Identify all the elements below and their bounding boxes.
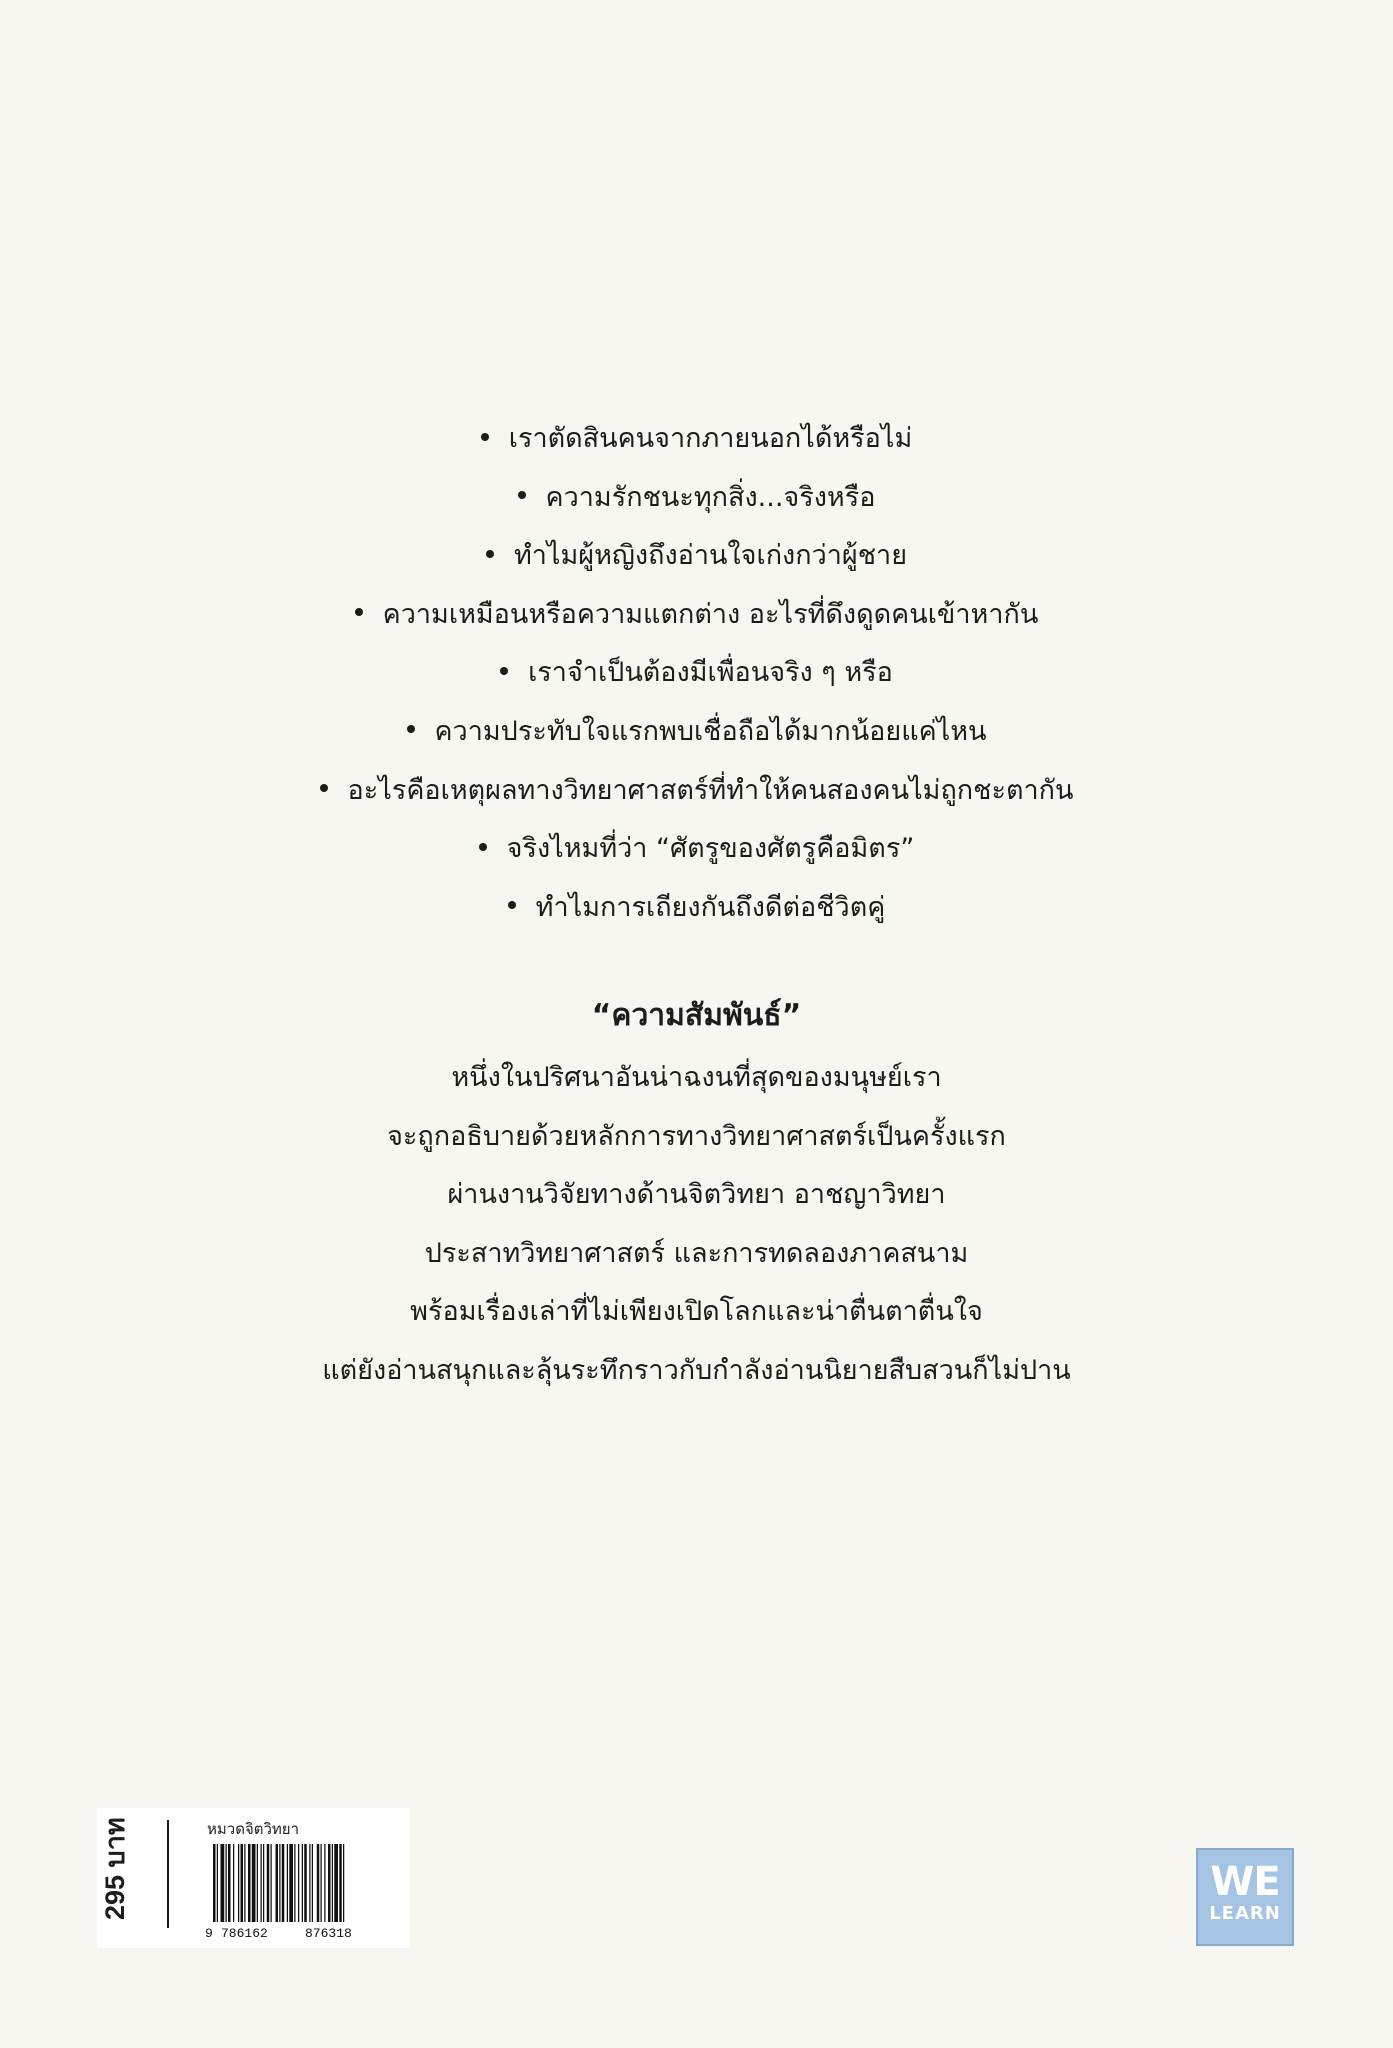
bullet-text: เราตัดสินคนจากภายนอกได้หรือไม่: [508, 423, 913, 454]
paragraph-line: หนึ่งในปริศนาอันน่าฉงนที่สุดของมนุษย์เรา: [451, 1062, 942, 1093]
bullet-dot-icon: [320, 784, 328, 792]
bullet-text: ทำไมผู้หญิงถึงอ่านใจเก่งกว่าผู้ชาย: [513, 540, 908, 572]
barcode-bar: [271, 1844, 272, 1922]
isbn-left-group: 786162: [221, 1926, 268, 1940]
barcode-bar: [217, 1844, 218, 1922]
description-paragraph: [0, 1049, 1393, 1401]
barcode-bar: [221, 1844, 225, 1922]
price-label: 295 บาท: [100, 1817, 130, 1920]
logo-line-2: LEARN: [1209, 1903, 1281, 1924]
logo-line-1: WE: [1210, 1859, 1280, 1905]
barcode-bar: [298, 1844, 299, 1922]
barcode-bar: [248, 1844, 251, 1922]
barcode-bar: [328, 1844, 331, 1922]
paragraph-line: แต่ยังอ่านสนุกและลุ้นระทึกราวกับกำลังอ่านนิยายสืบสวนก็ไม่ปาน: [322, 1354, 1071, 1386]
category-label: หมวดจิตวิทยา: [207, 1820, 299, 1838]
bullet-text: จริงไหมที่ว่า “ศัตรูของศัตรูคือมิตร”: [506, 833, 915, 865]
bullet-item: [0, 762, 1393, 821]
barcode-bar: [309, 1844, 310, 1922]
barcode-bar: [252, 1844, 256, 1922]
bullet-item: [0, 644, 1393, 703]
paragraph-line: จะถูกอธิบายด้วยหลักการทางวิทยาศาสตร์เป็นครั้งแรก: [387, 1120, 1006, 1152]
barcode-bar: [238, 1844, 239, 1922]
barcode-bar: [241, 1844, 244, 1922]
barcode-bar: [279, 1844, 280, 1922]
bullet-dot-icon: [500, 667, 508, 675]
isbn-right-group: 876318: [305, 1926, 352, 1940]
section-heading: “ความสัมพันธ์”: [591, 998, 802, 1033]
bullet-text: ทำไมการเถียงกันถึงดีต่อชีวิตคู่: [535, 891, 886, 923]
bullet-item: [0, 410, 1393, 469]
bullet-item: [0, 527, 1393, 586]
we-learn-logo: [1196, 1848, 1294, 1946]
bullet-text: ความเหมือนหรือความแตกต่าง อะไรที่ดึงดูดคนเข้าหากัน: [382, 598, 1039, 630]
divider: [167, 1820, 169, 1928]
price-barcode-box: [97, 1808, 410, 1948]
bullet-list: [0, 410, 1393, 937]
paragraph-line: ผ่านงานวิจัยทางด้านจิตวิทยา อาชญาวิทยา: [447, 1179, 946, 1211]
bullet-item: [0, 879, 1393, 938]
barcode-bar: [282, 1844, 285, 1922]
barcode-icon: [205, 1844, 395, 1940]
barcode-bar: [213, 1844, 216, 1922]
barcode-bar: [312, 1844, 313, 1922]
barcode-bar: [321, 1844, 322, 1922]
barcode-bar: [257, 1844, 258, 1922]
barcode-bar: [324, 1844, 325, 1922]
bullet-dot-icon: [481, 433, 489, 441]
bullet-item: [0, 703, 1393, 762]
paragraph-line: พร้อมเรื่องเล่าที่ไม่เพียงเปิดโลกและน่าตื่นตาตื่นใจ: [410, 1296, 983, 1328]
barcode-bar: [261, 1844, 262, 1922]
bullet-dot-icon: [355, 608, 363, 616]
bullet-dot-icon: [479, 843, 487, 851]
paragraph-line: ประสาทวิทยาศาสตร์ และการทดลองภาคสนาม: [424, 1237, 969, 1269]
bullet-dot-icon: [508, 901, 516, 909]
barcode-bar: [226, 1844, 227, 1922]
bullet-text: ความประทับใจแรกพบเชื่อถือได้มากน้อยแค่ไหน: [434, 715, 987, 747]
bullet-item: [0, 586, 1393, 645]
barcode-bar: [228, 1844, 231, 1922]
bullet-item: [0, 820, 1393, 879]
barcode-bar: [267, 1844, 270, 1922]
barcode-bar: [334, 1844, 338, 1922]
barcode-bar: [294, 1844, 295, 1922]
barcode-bar: [343, 1844, 344, 1922]
barcode-bar: [263, 1844, 264, 1922]
bullet-dot-icon: [518, 491, 526, 499]
barcode-bar: [304, 1844, 307, 1922]
barcode-bar: [302, 1844, 303, 1922]
bullet-item: [0, 469, 1393, 528]
barcode-bar: [339, 1844, 342, 1922]
bullet-dot-icon: [486, 550, 494, 558]
barcode-bar: [289, 1844, 293, 1922]
bullet-text: ความรักชนะทุกสิ่ง...จริงหรือ: [545, 481, 876, 513]
bullet-text: อะไรคือเหตุผลทางวิทยาศาสตร์ที่ทำให้คนสองคนไม่ถูกชะตากัน: [347, 774, 1074, 806]
barcode-bar: [233, 1844, 234, 1922]
isbn-prefix: 9: [205, 1926, 213, 1940]
bullet-text: เราจำเป็นต้องมีเพื่อนจริง ๆ หรือ: [528, 657, 893, 689]
barcode-bar: [332, 1844, 333, 1922]
barcode-bar: [276, 1844, 279, 1922]
barcode-bar: [317, 1844, 320, 1922]
barcode-bar: [287, 1844, 288, 1922]
barcode-bar: [244, 1844, 245, 1922]
bullet-dot-icon: [407, 725, 415, 733]
